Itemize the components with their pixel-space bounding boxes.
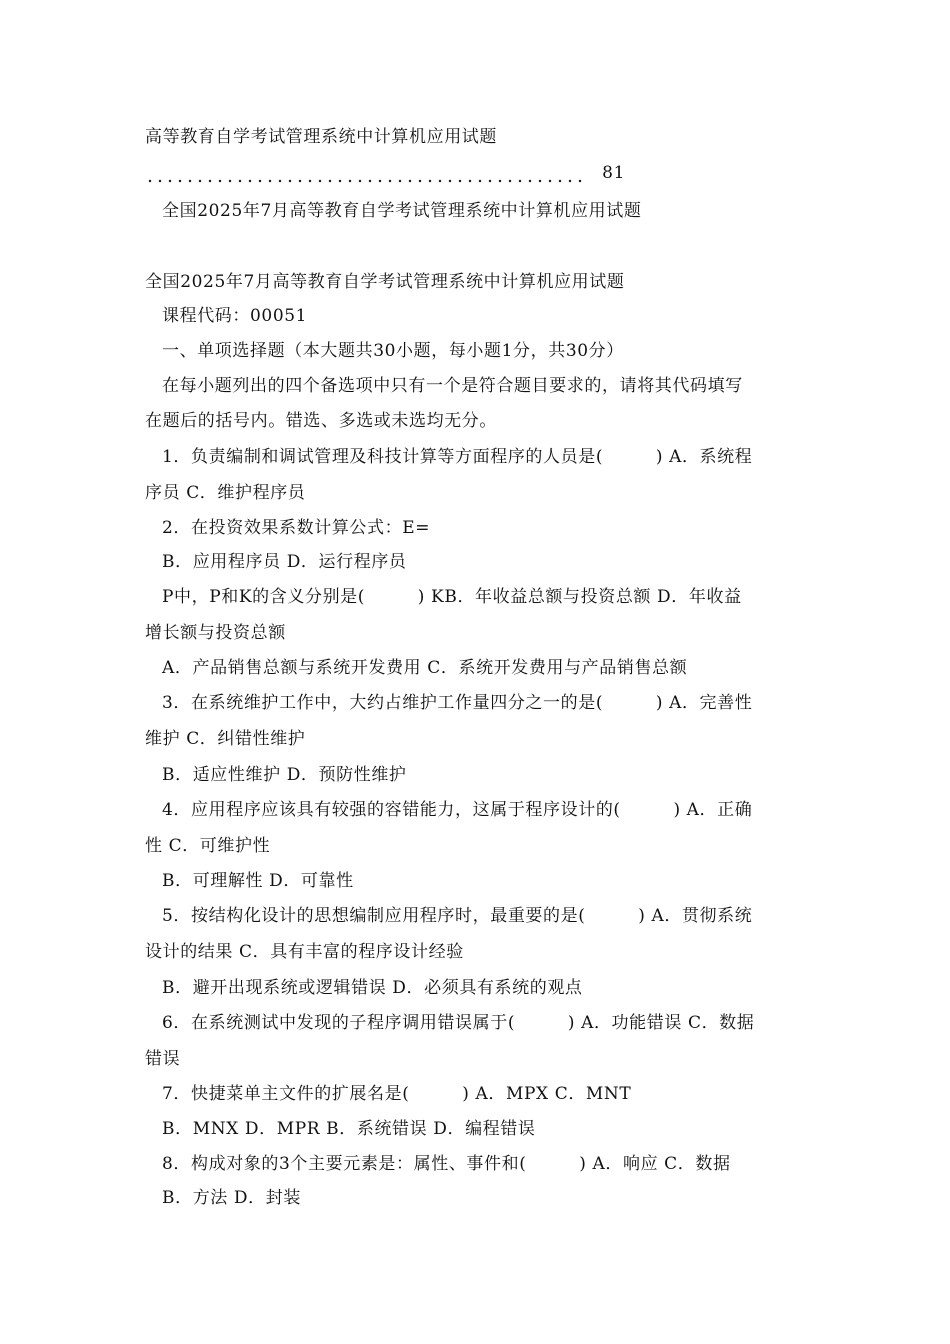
question-line: A．产品销售总额与系统开发费用 C．系统开发费用与产品销售总额 bbox=[162, 658, 688, 678]
toc-dot-leader bbox=[145, 163, 588, 183]
question-line: 7．快捷菜单主文件的扩展名是( ) A．MPX C．MNT bbox=[162, 1084, 632, 1104]
toc-leader-row bbox=[145, 163, 805, 183]
instructions-line-1: 在每小题列出的四个备选项中只有一个是符合题目要求的，请将其代码填写 bbox=[162, 376, 743, 396]
toc-page-number: 81 bbox=[602, 163, 625, 183]
instructions-line-2: 在题后的括号内。错选、多选或未选均无分。 bbox=[145, 411, 497, 431]
question-line: 增长额与投资总额 bbox=[145, 623, 286, 643]
question-line: 性 C．可维护性 bbox=[145, 836, 271, 856]
course-code: 课程代码：00051 bbox=[162, 306, 308, 326]
toc-entry-title: 高等教育自学考试管理系统中计算机应用试题 bbox=[145, 127, 497, 147]
question-line: 错误 bbox=[145, 1049, 181, 1069]
question-line: B．避开出现系统或逻辑错误 D．必须具有系统的观点 bbox=[162, 978, 583, 998]
question-line: 4．应用程序应该具有较强的容错能力，这属于程序设计的( ) A．正确 bbox=[162, 800, 753, 820]
question-line: B．方法 D．封装 bbox=[162, 1188, 301, 1208]
question-line: B．可理解性 D．可靠性 bbox=[162, 871, 354, 891]
section-heading: 一、单项选择题（本大题共30小题，每小题1分，共30分） bbox=[162, 341, 624, 361]
question-line: B．应用程序员 D．运行程序员 bbox=[162, 552, 407, 572]
question-line: 8．构成对象的3个主要元素是：属性、事件和( ) A．响应 C．数据 bbox=[162, 1154, 731, 1174]
question-line: B．MNX D．MPR B．系统错误 D．编程错误 bbox=[162, 1119, 536, 1139]
question-line: 3．在系统维护工作中，大约占维护工作量四分之一的是( ) A．完善性 bbox=[162, 693, 753, 713]
question-line: 1．负责编制和调试管理及科技计算等方面程序的人员是( ) A．系统程 bbox=[162, 447, 753, 467]
question-line: 5．按结构化设计的思想编制应用程序时，最重要的是( ) A．贯彻系统 bbox=[162, 906, 753, 926]
question-line: 设计的结果 C．具有丰富的程序设计经验 bbox=[145, 942, 464, 962]
exam-title: 全国2025年7月高等教育自学考试管理系统中计算机应用试题 bbox=[145, 272, 625, 292]
toc-sub-entry: 全国2025年7月高等教育自学考试管理系统中计算机应用试题 bbox=[162, 201, 642, 221]
question-line: 6．在系统测试中发现的子程序调用错误属于( ) A．功能错误 C．数据 bbox=[162, 1013, 755, 1033]
question-line: P中，P和K的含义分别是( ) KB．年收益总额与投资总额 D．年收益 bbox=[162, 587, 742, 607]
question-line: B．适应性维护 D．预防性维护 bbox=[162, 765, 407, 785]
question-line: 序员 C．维护程序员 bbox=[145, 483, 306, 503]
question-line: 2．在投资效果系数计算公式：E= bbox=[162, 518, 431, 538]
question-line: 维护 C．纠错性维护 bbox=[145, 729, 306, 749]
